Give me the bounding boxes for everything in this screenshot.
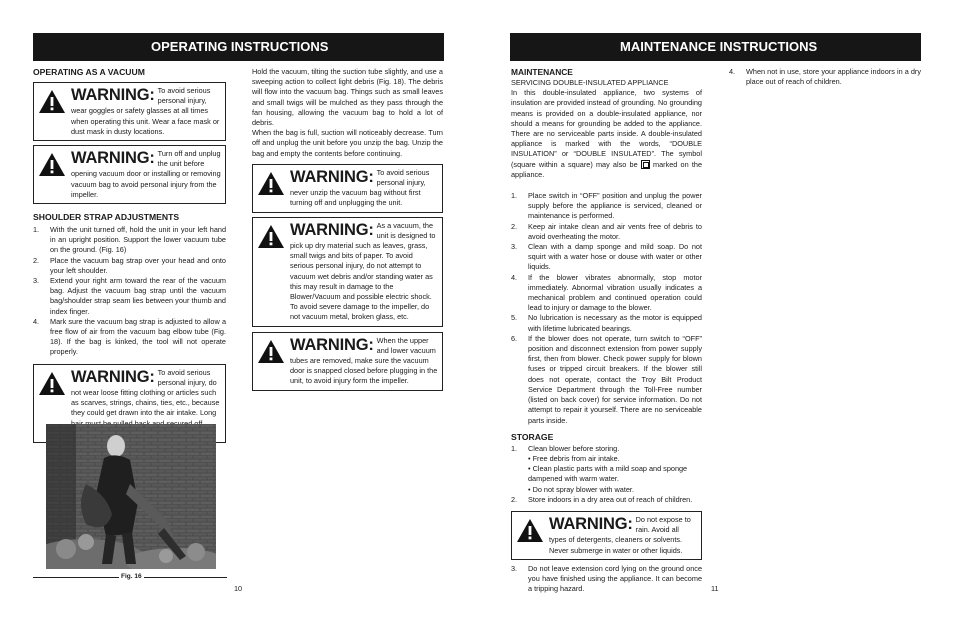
list-item: 4. If the blower vibrates abnormally, stop motor immediately. Abnormal vibration usually indicates a mechanical problem and continued operation could lead to injury or damage to the blower. bbox=[511, 272, 702, 313]
warning-triangle-icon bbox=[257, 339, 285, 364]
figure-caption: Fig. 16 bbox=[121, 573, 142, 580]
vacuum-paragraph-1: Hold the vacuum, tilting the suction tube slightly, and use a sweeping action to collect light debris (Fig. 18). The debris will flow into the vacuum bag. Things such as small leaves and small twigs will be mulched as they pass through the fan housing, allowing the vacuum bag to hold a lot of debris. bbox=[252, 67, 443, 128]
storage-steps-final bbox=[511, 564, 702, 595]
vacuum-paragraph-2: When the bag is full, suction will noticeably decrease. Turn off and unplug the unit before you unzip the bag. Unzip the bag and empty the contents before continuing. bbox=[252, 128, 443, 158]
warning-text: To avoid serious personal injury, do not wear loose fitting clothing or articles such as scarves, strings, chains, ties, etc., because they could get drawn into the air intake. Long bbox=[71, 367, 220, 418]
storage-steps bbox=[511, 444, 702, 454]
warning-text: To avoid serious personal injury, never unzip the vacuum bag without first turning off and unplugging the unit. bbox=[290, 167, 430, 208]
list-item: 4. Mark sure the vacuum bag strap is adjusted to allow a free flow of air from the vacuum bag elbow tube (Fig. 18). If the bag is kinked, the tool will not operate properly. bbox=[33, 316, 226, 357]
warning-word: WARNING: bbox=[290, 335, 374, 354]
list-item: 1. Place switch in “OFF” position and unplug the power supply before the appliance is serviced, cleaned or maintenance is performed. bbox=[511, 191, 702, 221]
warning-text: Turn off and unplug the unit before opening vacuum door or installing or removing vacuum bag to avoid personal injury from the impeller. bbox=[71, 149, 221, 199]
warning-triangle-icon bbox=[257, 224, 285, 249]
double-insulation-symbol-icon bbox=[641, 160, 650, 169]
warning-word: WARNING: bbox=[549, 514, 633, 533]
warning-box-goggles bbox=[33, 82, 226, 141]
warning-box-dry-material bbox=[252, 217, 443, 327]
list-item: 3. Extend your right arm toward the rear of the vacuum bag. Adjust the vacuum bag strap until the vacuum bag/shoulder strap seam lies between your thumb and index finger. bbox=[33, 276, 226, 316]
warning-triangle-icon bbox=[38, 152, 66, 177]
warning-triangle-icon bbox=[38, 371, 66, 396]
list-item: • Clean plastic parts with a mild soap and sponge dampened with warm water. bbox=[528, 464, 688, 484]
warning-text: To avoid serious personal injury, wear goggles or safety glasses at all times when operating this unit. Wear a face mask or dust mask in dusty locations. bbox=[71, 86, 220, 136]
warning-text: Do not expose to rain. Avoid all types of detergents, cleaners or solvents. Never submerge in water or other liquids. bbox=[549, 514, 691, 555]
warning-word: WARNING: bbox=[290, 220, 374, 239]
maintenance-subheading: SERVICING DOUBLE-INSULATED APPLIANCE bbox=[511, 78, 669, 87]
storage-step-4 bbox=[729, 67, 921, 87]
maintenance-paragraph: In this double-insulated appliance, two systems of insulation are provided instead of grounding. No grounding means is provided on a double-insulated appliance, nor should a means for grounding be added to the appliance. There are no serviceable parts inside. A double-insulated appliance is marked with the words, “DOUBLE INSULATION” or “DOUBLE INSULATED”. The symbol (square within a square) may also be marked on the appliance. bbox=[511, 88, 703, 179]
figure-16-photo bbox=[46, 424, 216, 569]
warning-text: When the upper and lower vacuum tubes are removed, make sure the vacuum door is snapped closed before plugging in the unit, to avoid injury form the impeller. bbox=[290, 335, 438, 386]
maintenance-heading: MAINTENANCE bbox=[511, 67, 573, 77]
page-number-left: 10 bbox=[234, 584, 243, 593]
warning-word: WARNING: bbox=[71, 149, 155, 168]
strap-steps bbox=[33, 225, 226, 358]
list-item: 1. Clean blower before storing. bbox=[511, 443, 620, 453]
strap-heading: SHOULDER STRAP ADJUSTMENTS bbox=[33, 212, 180, 223]
list-item: 4. When not in use, store your appliance indoors in a dry place out of reach of children. bbox=[729, 67, 921, 87]
maintenance-instructions-banner bbox=[510, 33, 921, 61]
maintenance-steps bbox=[511, 191, 702, 426]
list-item: 6. If the blower does not operate, turn switch to “OFF” position and disconnect extension from power supply first, then from blower. Check power supply for blown fuses or tripped circuit breakers. If the blower still does not operate, contact the Troy Bilt Product Service Department through the Toll-Free number (listed on back cover) for service information. Do not attempt to repair it yourself. There are no serviceable parts inside. bbox=[511, 333, 702, 425]
list-item: • Free debris from air intake. bbox=[528, 453, 620, 463]
storage-heading: STORAGE bbox=[511, 431, 554, 442]
left-page-right-column bbox=[252, 67, 443, 391]
list-item: 3. Clean with a damp sponge and mild soap. Do not squirt with a water hose or douse with water or other liquids. bbox=[511, 242, 702, 272]
warning-text: As a vacuum, the unit is designed to pick up dry material such as leaves, grass, small twigs and bits of paper. To avoid serious personal injury, do not attempt to vacuum wet debris and/or standing water as this may result in damage to the Blower/Vacuum and possible electric shock. To avoid severe damage to the impeller, do not vacuum metal, broken glass, etc. bbox=[290, 220, 436, 322]
list-item: 1. With the unit turned off, hold the unit in your left hand in an upright position. Support the lower vacuum tube on the ground. (Fig. 16) bbox=[33, 225, 226, 255]
warning-word: WARNING: bbox=[290, 167, 374, 186]
storage-steps-cont bbox=[511, 495, 702, 505]
list-item: • Do not spray blower with water. bbox=[528, 484, 634, 494]
right-page-right-column bbox=[729, 67, 921, 87]
banner-title: MAINTENANCE INSTRUCTIONS bbox=[620, 39, 818, 54]
person-using-blower-vacuum-image bbox=[46, 424, 216, 569]
warning-box-unzip bbox=[252, 164, 443, 213]
right-page-left-column bbox=[511, 67, 702, 594]
operating-instructions-banner bbox=[33, 33, 444, 61]
warning-triangle-icon bbox=[257, 171, 285, 196]
vacuum-heading: OPERATING AS A VACUUM bbox=[33, 67, 145, 77]
storage-bullets bbox=[511, 454, 702, 495]
list-item: 5. No lubrication is necessary as the motor is equipped with lifetime lubricated bearings. bbox=[511, 313, 702, 333]
warning-triangle-icon bbox=[516, 518, 544, 543]
list-item: 3. Do not leave extension cord lying on the ground once you have finished using the appliance. It can become a tripping hazard. bbox=[511, 563, 702, 594]
banner-title: OPERATING INSTRUCTIONS bbox=[151, 39, 329, 54]
list-item: 2. Keep air intake clean and air vents free of debris to avoid overheating the motor. bbox=[511, 221, 702, 241]
warning-word: WARNING: bbox=[71, 86, 155, 104]
warning-triangle-icon bbox=[38, 89, 66, 114]
list-item: 2. Store indoors in a dry area out of reach of children. bbox=[511, 494, 693, 504]
page-number-right: 11 bbox=[711, 584, 719, 593]
warning-box-vacuum-door bbox=[252, 332, 443, 391]
list-item: 2. Place the vacuum bag strap over your head and onto your left shoulder. bbox=[33, 255, 226, 275]
left-column bbox=[33, 67, 226, 443]
warning-box-unplug bbox=[33, 145, 226, 204]
warning-word: WARNING: bbox=[71, 367, 155, 386]
warning-box-rain bbox=[511, 511, 702, 560]
